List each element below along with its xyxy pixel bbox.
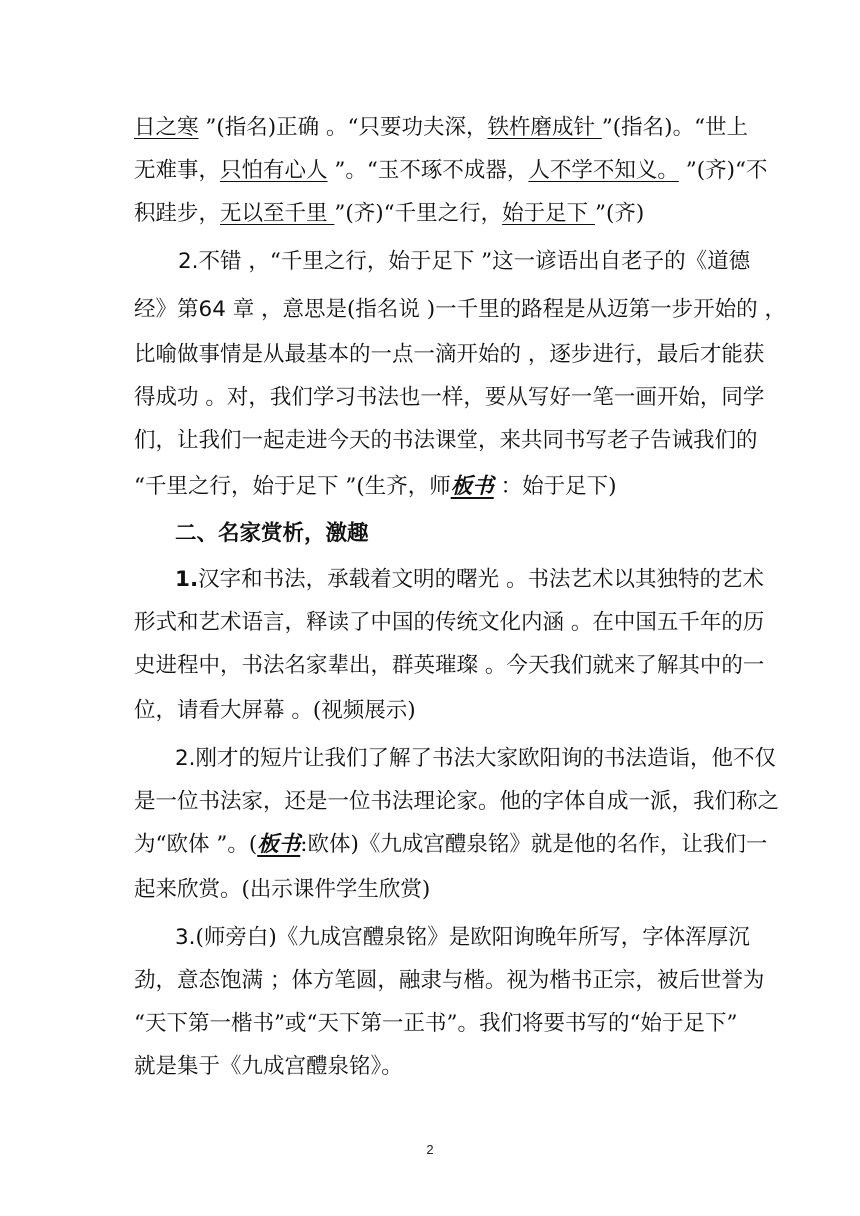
text-line <box>134 609 765 637</box>
underlined-answer: 始于足下 <box>502 201 595 226</box>
list-number: 3. <box>175 925 196 950</box>
text-run: 劲，意态饱满 ；体方笔圆，融隶与楷。视为楷书正宗，被后世誉为 <box>134 968 765 993</box>
text-run: 经》第 <box>134 297 199 322</box>
text-run: ”(指名)正确 。“只要功夫深， <box>198 115 488 140</box>
underlined-answer: 只怕有心人 <box>220 158 328 183</box>
text-run: ：始于足下) <box>493 474 617 499</box>
text-run: 章 ，意思是(指名说 )一千里的路程是从迈第一步开始的 ， <box>225 297 786 322</box>
text-run: “天下第一楷书”或“天下第一正书”。我们将要书写的“始于足下” <box>134 1011 738 1036</box>
list-number: 2. <box>175 746 196 771</box>
text-line <box>134 296 786 324</box>
text-run: 是一位书法家，还是一位书法理论家。他的字体自成一派，我们称之 <box>134 789 780 814</box>
underlined-answer: 无以至千里 <box>220 201 335 226</box>
text-run: 就是集于《九成宫醴泉铭》。 <box>134 1054 403 1079</box>
blackboard-note: 板书 <box>257 832 301 857</box>
underlined-answer: 铁杵磨成针 <box>487 115 602 140</box>
text-line <box>175 745 777 773</box>
text-run: ”(齐)“千里之行， <box>334 201 503 226</box>
text-run: 位，请看大屏幕 。(视频展示) <box>134 698 416 723</box>
underlined-answer: 日之寒 <box>134 115 199 140</box>
list-number: 1. <box>175 567 199 592</box>
text-line <box>134 200 730 228</box>
text-run: 无难事， <box>134 158 221 183</box>
text-line <box>134 652 765 680</box>
text-line <box>134 157 768 185</box>
text-run: 起来欣赏。(出示课件学生欣赏) <box>134 877 431 902</box>
text-run: 得成功 。对，我们学习书法也一样，要从写好一笔一画开始，同学 <box>134 385 765 410</box>
text-line <box>134 831 768 859</box>
text-run: 们，让我们一起走进今天的书法课堂，来共同书写老子告诫我们的 <box>134 428 758 453</box>
text-run: ”(指名)。“世上 <box>601 115 749 140</box>
text-line <box>178 248 751 276</box>
text-run: ”。“玉不琢不成器， <box>327 158 529 183</box>
text-run: 汉字和书法，承载着文明的曙光 。书法艺术以其独特的艺术 <box>198 567 764 592</box>
text-run: 不错 ，“千里之行，始于足下 ”这一谚语出自老子的《道德 <box>198 249 751 274</box>
text-run: 刚才的短片让我们了解了书法大家欧阳询的书法造诣，他不仅 <box>195 746 777 771</box>
text-line <box>134 341 765 369</box>
text-run: 比喻做事情是从最基本的一点一滴开始的 ，逐步进行，最后才能获 <box>134 342 765 367</box>
text-line <box>134 697 730 725</box>
text-run: ”(齐) <box>594 201 645 226</box>
underlined-answer: 人不学不知义。 <box>528 158 679 183</box>
text-run: :欧体)《九成宫醴泉铭》就是他的名作，让我们一 <box>300 832 768 857</box>
text-run: 形式和艺术语言，释读了中国的传统文化内涵 。在中国五千年的历 <box>134 610 765 635</box>
page-number: 2 <box>426 1142 434 1157</box>
text-run: ”(齐)“不 <box>678 158 768 183</box>
text-line <box>175 924 750 952</box>
text-line <box>134 788 780 816</box>
text-line <box>134 473 730 501</box>
text-run: 为“欧体 ”。( <box>134 832 258 857</box>
text-line <box>134 114 749 142</box>
text-line <box>134 876 730 904</box>
section-heading: 二、名家赏析，激趣 <box>175 521 369 546</box>
text-line <box>175 566 764 594</box>
text-line <box>134 1053 730 1081</box>
blackboard-note: 板书 <box>450 474 494 499</box>
text-line <box>134 967 765 995</box>
text-run: “千里之行，始于足下 ”(生齐，师 <box>134 474 451 499</box>
text-run: (师旁白)《九成宫醴泉铭》是欧阳询晚年所写，字体浑厚沉 <box>195 925 750 950</box>
text-run: 史进程中，书法名家辈出，群英璀璨 。今天我们就来了解其中的一 <box>134 653 765 678</box>
text-line <box>134 427 758 455</box>
chapter-number: 64 <box>198 297 226 322</box>
text-line <box>134 1010 738 1038</box>
text-line <box>134 384 765 412</box>
list-number: 2. <box>178 249 199 274</box>
text-run: 积跬步， <box>134 201 221 226</box>
